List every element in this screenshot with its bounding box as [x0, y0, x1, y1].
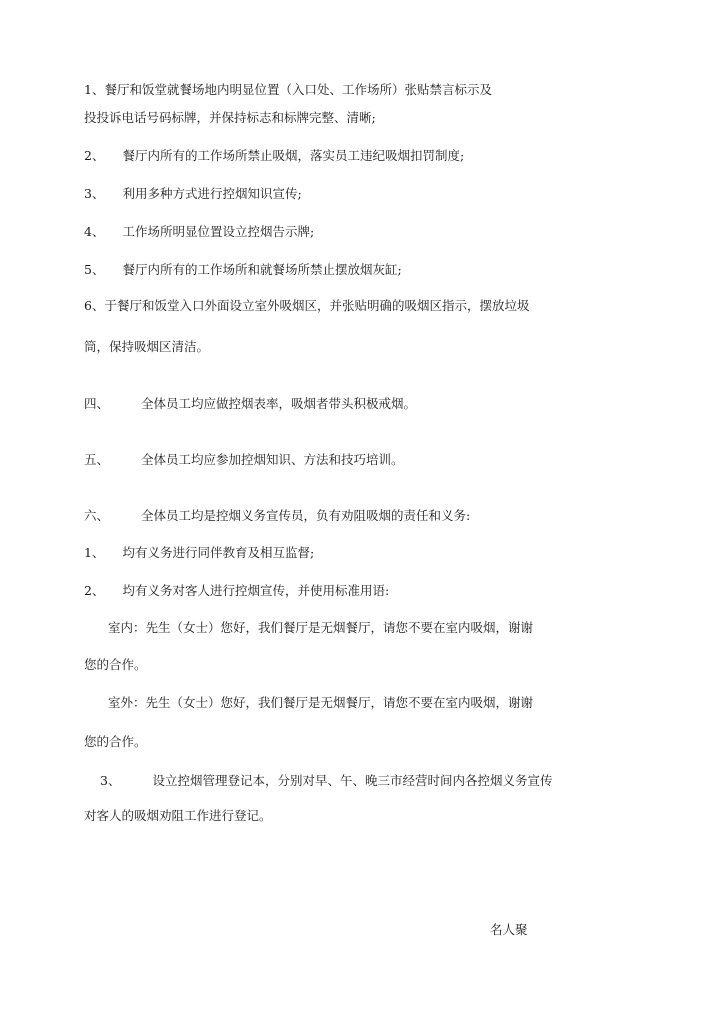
sub-item-1: [84, 545, 314, 561]
section-6: [84, 508, 470, 524]
sub-item-1-number: 1、: [84, 545, 105, 560]
item-6: [84, 298, 529, 314]
item-3-number: 3、: [84, 186, 105, 201]
section-6-text: 全体员工均是控烟义务宣传员，负有劝阻吸烟的责任和义务:: [141, 508, 471, 523]
indoor-phrase-line1: 室内：先生（女士）您好，我们餐厅是无烟餐厅，请您不要在室内吸烟，谢谢: [108, 620, 534, 635]
outdoor-phrase-line1: 室外：先生（女士）您好，我们餐厅是无烟餐厅，请您不要在室内吸烟，谢谢: [108, 695, 534, 710]
item-1: [84, 82, 492, 98]
section-4-number: 四、: [84, 396, 110, 411]
item-3: [84, 186, 302, 202]
item-4-text: 工作场所明显位置设立控烟告示牌;: [122, 224, 315, 239]
item-5: [84, 262, 402, 278]
item-4: [84, 224, 314, 240]
section-5-number: 五、: [84, 452, 110, 467]
section-6-number: 六、: [84, 508, 110, 523]
item-5-text: 餐厅内所有的工作场所和就餐场所禁止摆放烟灰缸;: [122, 262, 402, 277]
outdoor-phrase-line2: 您的合作。: [84, 734, 147, 749]
sub-item-3-text-line1: 设立控烟管理登记本，分别对早、午、晚三市经营时间内各控烟义务宣传: [152, 773, 553, 788]
indoor-phrase-line2: 您的合作。: [84, 657, 147, 672]
item-5-number: 5、: [84, 262, 105, 277]
item-2: [84, 148, 464, 164]
sub-item-3-number: 3、: [100, 773, 121, 788]
item-2-text: 餐厅内所有的工作场所禁止吸烟，落实员工违纪吸烟扣罚制度;: [122, 148, 465, 163]
section-4: [84, 396, 416, 412]
sub-item-2: [84, 583, 389, 599]
sub-item-3-text-line2: 对客人的吸烟劝阻工作进行登记。: [84, 808, 272, 823]
sub-item-2-number: 2、: [84, 583, 105, 598]
footer-text: 名人聚: [490, 922, 528, 937]
section-5-text: 全体员工均应参加控烟知识、方法和技巧培训。: [141, 452, 404, 467]
section-4-text: 全体员工均应做控烟表率，吸烟者带头积极戒烟。: [141, 396, 417, 411]
sub-item-2-text: 均有义务对客人进行控烟宣传，并使用标准用语:: [122, 583, 390, 598]
sub-item-1-text: 均有义务进行同伴教育及相互监督;: [122, 545, 315, 560]
item-3-text: 利用多种方式进行控烟知识宣传;: [122, 186, 302, 201]
item-2-number: 2、: [84, 148, 105, 163]
item-4-number: 4、: [84, 224, 105, 239]
item-1-number: 1、: [84, 82, 105, 97]
item-6-text-line2: 筒，保持吸烟区清洁。: [84, 339, 210, 354]
item-1-text-line2: 投投诉电话号码标牌，并保持标志和标牌完整、清晰;: [84, 110, 376, 125]
item-1-text-line1: 餐厅和饭堂就餐场地内明显位置（入口处、工作场所）张贴禁言标示及: [104, 82, 492, 97]
sub-item-3: [100, 773, 552, 789]
item-6-number: 6、: [84, 298, 105, 313]
section-5: [84, 452, 404, 468]
item-6-text-line1: 于餐厅和饭堂入口外面设立室外吸烟区，并张贴明确的吸烟区指示，摆放垃圾: [104, 298, 530, 313]
